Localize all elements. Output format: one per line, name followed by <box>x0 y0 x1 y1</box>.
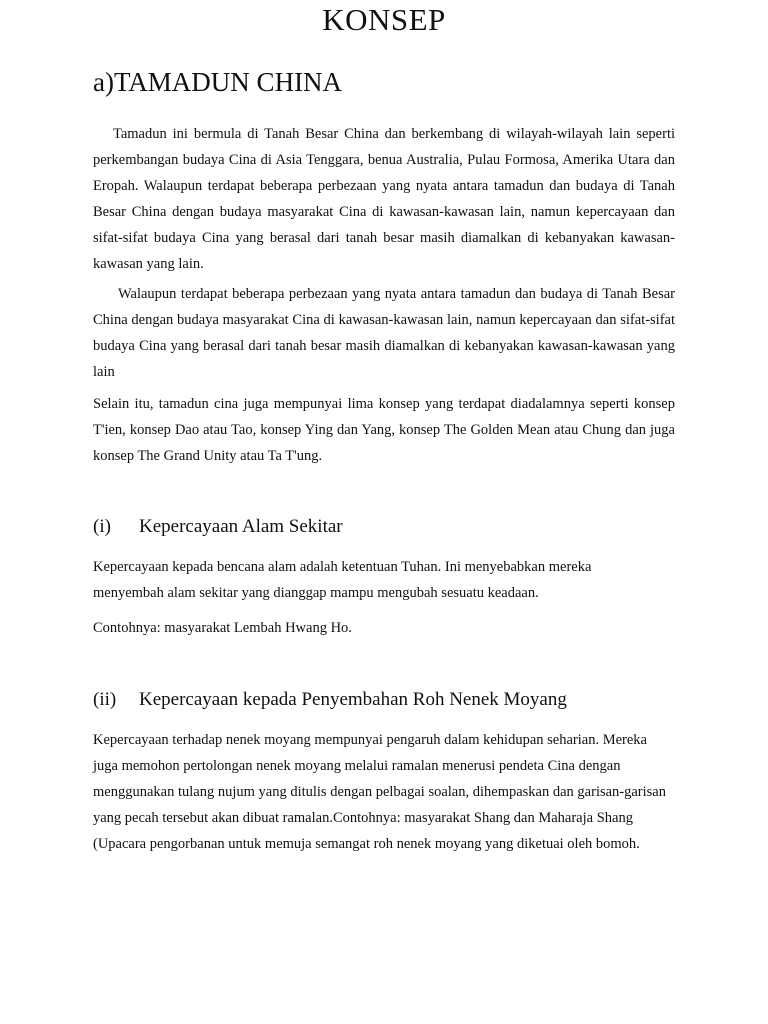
subsection-heading-alam-sekitar <box>93 513 343 541</box>
paragraph-intro: Tamadun ini bermula di Tanah Besar China dan berkembang di wilayah-wilayah lain seperti perkembangan budaya Cina di Asia Tenggara, benua Australia, Pulau Formosa, Amerika Utara dan Eropah. Walaupun terdapat beberapa perbezaan yang nyata antara tamadun dan budaya di Tanah Besar China dengan budaya masyarakat Cina di kawasan-kawasan lain, namun kepercayaan dan sifat-sifat budaya Cina yang berasal dari tanah besar masih diamalkan di kebanyakan kawasan-kawasan yang lain. <box>93 126 675 272</box>
paragraph-alam-sekitar: Kepercayaan kepada bencana alam adalah ketentuan Tuhan. Ini menyebabkan mereka menyembah alam sekitar yang dianggap mampu mengubah sesuatu keadaan. <box>93 559 592 601</box>
subsection-title: Kepercayaan kepada Penyembahan Roh Nenek Moyang <box>139 689 567 710</box>
subsection-title: Kepercayaan Alam Sekitar <box>139 516 343 537</box>
subsection-number: (ii) <box>93 689 117 710</box>
page-title: KONSEP <box>322 2 446 37</box>
section-heading-tamadun-china: a)TAMADUN CHINA <box>93 67 343 97</box>
subsection-number: (i) <box>93 516 111 537</box>
subsection-heading-nenek-moyang <box>93 686 567 714</box>
paragraph-differences: Walaupun terdapat beberapa perbezaan yang nyata antara tamadun dan budaya di Tanah Besar China dengan budaya masyarakat Cina di kawasan-kawasan lain, namun kepercayaan dan sifat-sifat budaya Cina yang berasal dari tanah besar masih diamalkan di kebanyakan kawasan-kawasan yang lain <box>93 286 675 380</box>
paragraph-example-hwang-ho: Contohnya: masyarakat Lembah Hwang Ho. <box>93 620 352 636</box>
paragraph-nenek-moyang: Kepercayaan terhadap nenek moyang mempunyai pengaruh dalam kehidupan seharian. Mereka juga memohon pertolongan nenek moyang melalui ramalan menerusi pendeta Cina dengan menggunakan tulang nujum yang ditulis dengan pelbagai soalan, dihempaskan dan garisan-garisan yang pecah tersebut akan dibuat ramalan.Contohnya: masyarakat Shang dan Maharaja Shang (Upacara pengorbanan untuk memuja semangat roh nenek moyang yang diketuai oleh bomoh. <box>93 732 666 852</box>
paragraph-five-concepts: Selain itu, tamadun cina juga mempunyai lima konsep yang terdapat diadalamnya seperti konsep T'ien, konsep Dao atau Tao, konsep Ying dan Yang, konsep The Golden Mean atau Chung dan juga konsep The Grand Unity atau Ta T'ung. <box>93 396 675 464</box>
